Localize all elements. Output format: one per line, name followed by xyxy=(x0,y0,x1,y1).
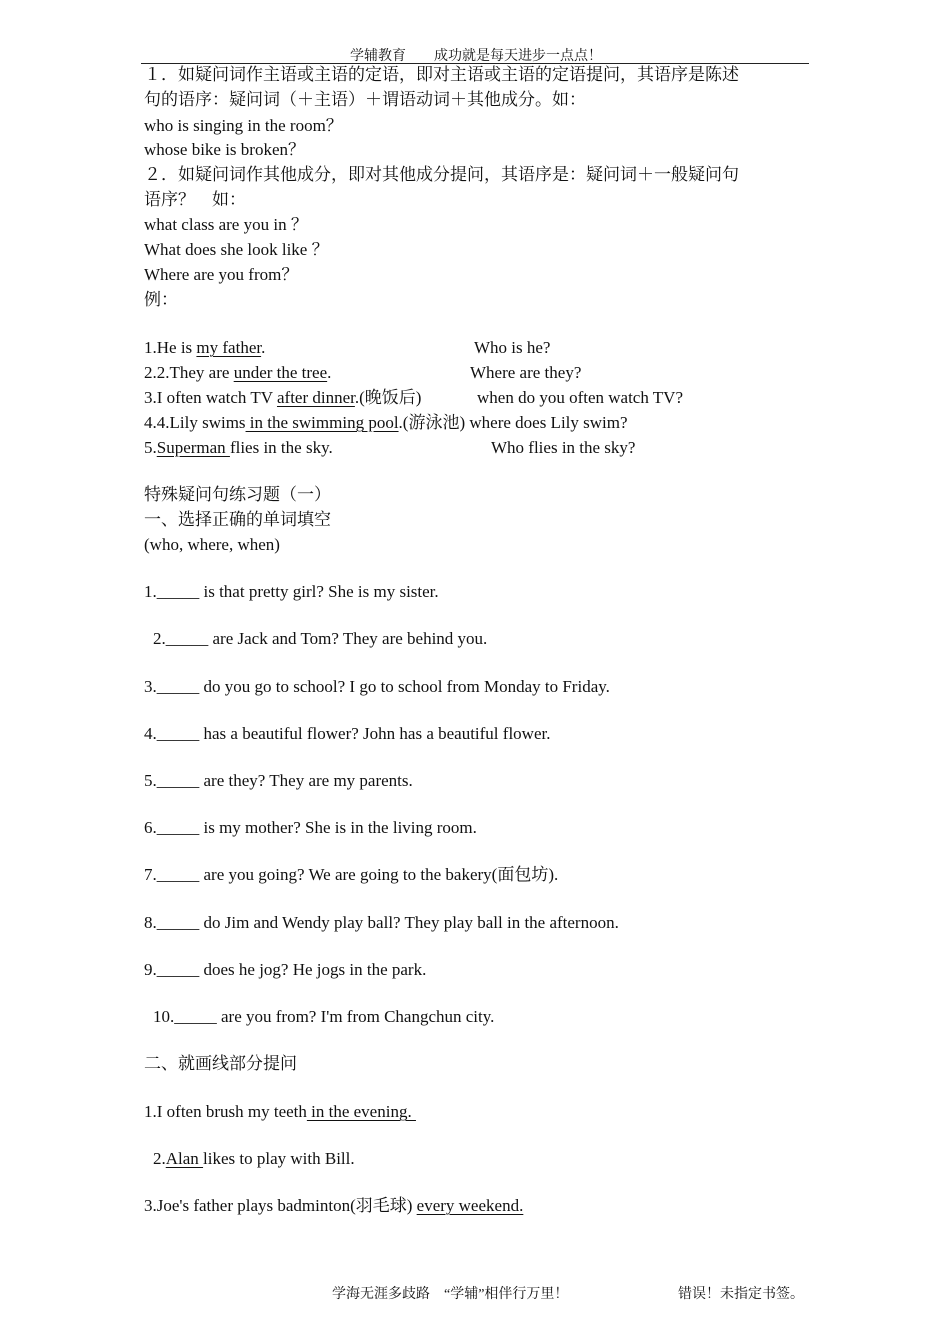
example-answer: Who is he? xyxy=(474,338,551,357)
fill-blank-item: 7._____ are you going? We are going to the bakery(面包坊). xyxy=(144,865,559,884)
fill-blank-item: 1._____ is that pretty girl? She is my sister. xyxy=(144,582,439,601)
fill-blank-item: 3._____ do you go to school? I go to school from Monday to Friday. xyxy=(144,677,610,696)
example-answer: when do you often watch TV? xyxy=(477,388,683,407)
section1-title: 一、选择正确的单词填空 xyxy=(144,510,331,529)
rule1-line1: １．如疑问词作主语或主语的定语，即对主语或主语的定语提问，其语序是陈述 xyxy=(144,65,739,84)
rule2-example1: what class are you in ？ xyxy=(144,215,308,234)
fill-blank-item: 8._____ do Jim and Wendy play ball? They play ball in the afternoon. xyxy=(144,913,619,932)
question-item: 2.Alan likes to play with Bill. xyxy=(153,1149,355,1168)
example-sentence: 5.Superman flies in the sky. xyxy=(144,438,333,457)
example-answer: Who flies in the sky? xyxy=(491,438,636,457)
example-sentence: 2.2.They are under the tree. xyxy=(144,363,332,382)
section1-word-bank: (who, where, when) xyxy=(144,535,280,554)
fill-blank-item: 10._____ are you from? I'm from Changchun city. xyxy=(153,1007,495,1026)
rule2-line2: 语序？ 如： xyxy=(144,190,246,209)
example-answer: Where are they? xyxy=(470,363,582,382)
footer-bookmark-error: 错误！未指定书签。 xyxy=(678,1287,804,1302)
rule1-line2: 句的语序：疑问词（＋主语）＋谓语动词＋其他成分。如： xyxy=(144,90,586,109)
example-sentence: 1.He is my father. xyxy=(144,338,266,357)
rule2-line1: ２．如疑问词作其他成分，即对其他成分提问，其语序是：疑问词＋一般疑问句 xyxy=(144,165,739,184)
rule1-example1: who is singing in the room？ xyxy=(144,116,343,135)
rule2-example2: What does she look like ？ xyxy=(144,240,329,259)
example-label: 例： xyxy=(144,290,178,309)
question-item: 3.Joe's father plays badminton(羽毛球) every weekend. xyxy=(144,1196,524,1215)
section2-title: 二、就画线部分提问 xyxy=(144,1054,297,1073)
fill-blank-item: 5._____ are they? They are my parents. xyxy=(144,771,413,790)
page-header: 学辅教育 成功就是每天进步一点点！ xyxy=(350,49,602,64)
fill-blank-item: 9._____ does he jog? He jogs in the park. xyxy=(144,960,427,979)
footer-motto: 学海无涯多歧路 “学辅”相伴行万里！ xyxy=(332,1287,569,1302)
fill-blank-item: 6._____ is my mother? She is in the living room. xyxy=(144,818,477,837)
exercise-title: 特殊疑问句练习题（一） xyxy=(144,485,331,504)
rule1-example2: whose bike is broken？ xyxy=(144,140,306,159)
fill-blank-item: 4._____ has a beautiful flower? John has a beautiful flower. xyxy=(144,724,551,743)
fill-blank-item: 2._____ are Jack and Tom? They are behind you. xyxy=(153,629,488,648)
example-sentence: 3.I often watch TV after dinner.(晚饭后) xyxy=(144,388,422,407)
question-item: 1.I often brush my teeth in the evening. xyxy=(144,1102,416,1121)
example-sentence: 4.4.Lily swims in the swimming pool.(游泳池) where does Lily swim? xyxy=(144,413,628,432)
rule2-example3: Where are you from？ xyxy=(144,265,299,284)
